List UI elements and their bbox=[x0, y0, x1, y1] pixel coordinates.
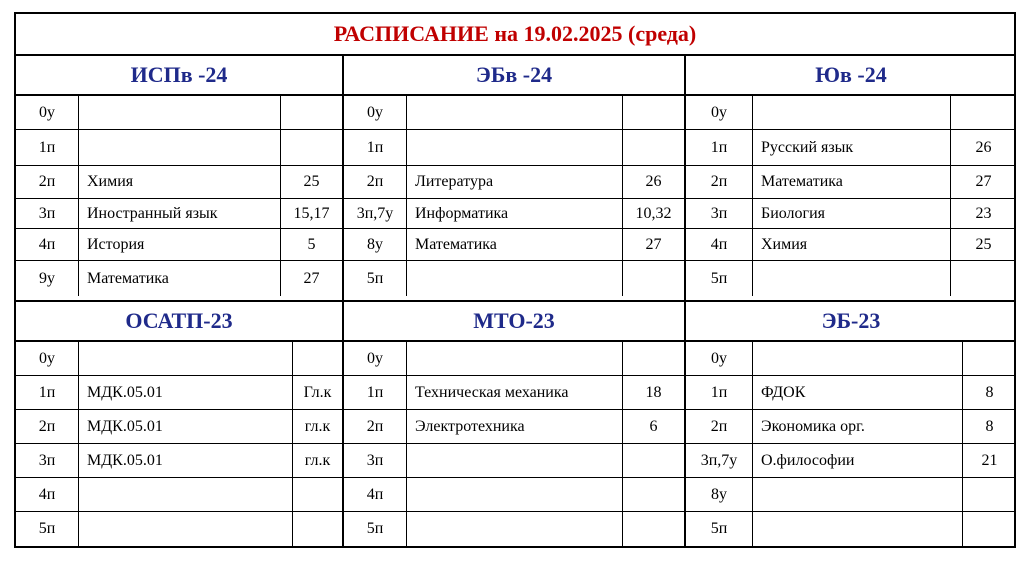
schedule-row bbox=[686, 410, 1016, 444]
lesson-slot: 8у bbox=[367, 235, 383, 253]
group-name: ОСАТП-23 bbox=[16, 302, 342, 342]
schedule-row bbox=[344, 444, 684, 478]
lesson-slot: 5п bbox=[366, 520, 384, 537]
lesson-room: 6 bbox=[622, 410, 684, 443]
lesson-room: 18 bbox=[622, 376, 684, 409]
group-column bbox=[342, 302, 684, 546]
lesson-subject: Иностранный язык bbox=[78, 199, 280, 228]
lesson-subject bbox=[406, 96, 622, 129]
schedule-row bbox=[686, 342, 1016, 376]
lesson-slot: 0у bbox=[39, 349, 55, 367]
lesson-subject bbox=[406, 478, 622, 511]
lesson-room bbox=[950, 261, 1016, 296]
lesson-subject bbox=[752, 478, 962, 511]
schedule-row bbox=[344, 512, 684, 546]
lesson-subject: Математика bbox=[78, 261, 280, 296]
lesson-slot: 2п bbox=[38, 173, 56, 190]
lesson-room bbox=[622, 444, 684, 477]
schedule-row bbox=[16, 130, 342, 166]
lesson-subject bbox=[78, 96, 280, 129]
lesson-room bbox=[622, 512, 684, 546]
lesson-slot: 1п bbox=[38, 138, 56, 156]
lesson-subject bbox=[406, 342, 622, 375]
schedule-row bbox=[16, 342, 342, 376]
lesson-subject bbox=[752, 96, 950, 129]
lesson-slot: 4п bbox=[366, 485, 384, 503]
lesson-slot: 0у bbox=[367, 103, 383, 121]
lesson-subject bbox=[406, 512, 622, 546]
schedule-row bbox=[344, 342, 684, 376]
lesson-slot: 4п bbox=[710, 235, 728, 253]
lesson-slot: 0у bbox=[39, 103, 55, 121]
schedule-row bbox=[344, 166, 684, 199]
group-name: Юв -24 bbox=[686, 56, 1016, 96]
schedule-row bbox=[344, 229, 684, 261]
schedule-row bbox=[686, 444, 1016, 478]
schedule-row bbox=[686, 96, 1016, 130]
lesson-slot: 9у bbox=[39, 269, 55, 287]
lesson-subject: Химия bbox=[752, 229, 950, 260]
lesson-subject: Техническая механика bbox=[406, 376, 622, 409]
group-name: ЭБ-23 bbox=[686, 302, 1016, 342]
lesson-subject: ФДОК bbox=[752, 376, 962, 409]
group-column bbox=[684, 56, 1016, 300]
lesson-subject bbox=[752, 261, 950, 296]
lesson-slot: 5п bbox=[710, 520, 728, 537]
lesson-room bbox=[292, 342, 342, 375]
lesson-slot: 2п bbox=[710, 173, 728, 190]
lesson-subject bbox=[78, 478, 292, 511]
lesson-room bbox=[280, 96, 342, 129]
group-column bbox=[16, 302, 342, 546]
group-name: ЭБв -24 bbox=[344, 56, 684, 96]
lesson-slot: 5п bbox=[366, 269, 384, 287]
lesson-room: 27 bbox=[622, 229, 684, 260]
lesson-slot: 3п,7у bbox=[700, 451, 738, 469]
lesson-slot: 1п bbox=[710, 138, 728, 156]
lesson-slot: 3п bbox=[38, 204, 56, 222]
lesson-subject: Математика bbox=[752, 166, 950, 198]
lesson-subject bbox=[78, 342, 292, 375]
lesson-subject: МДК.05.01 bbox=[78, 376, 292, 409]
lesson-room bbox=[292, 478, 342, 511]
schedule-row bbox=[686, 166, 1016, 199]
schedule-row bbox=[16, 166, 342, 199]
lesson-room: 25 bbox=[280, 166, 342, 198]
lesson-subject: Математика bbox=[406, 229, 622, 260]
lesson-slot: 4п bbox=[38, 485, 56, 503]
lesson-slot: 3п bbox=[710, 204, 728, 222]
schedule-row bbox=[16, 96, 342, 130]
lesson-slot: 1п bbox=[38, 383, 56, 401]
lesson-room bbox=[962, 342, 1016, 375]
lesson-subject: МДК.05.01 bbox=[78, 444, 292, 477]
lesson-slot: 4п bbox=[38, 235, 56, 253]
lesson-room: 26 bbox=[950, 130, 1016, 165]
schedule-row bbox=[686, 229, 1016, 261]
lesson-room: 5 bbox=[280, 229, 342, 260]
schedule-row bbox=[686, 261, 1016, 296]
lesson-room bbox=[622, 130, 684, 165]
lesson-subject bbox=[406, 261, 622, 296]
group-column bbox=[342, 56, 684, 300]
schedule-row bbox=[16, 229, 342, 261]
lesson-subject bbox=[78, 130, 280, 165]
lesson-slot: 5п bbox=[38, 520, 56, 537]
lesson-room: 21 bbox=[962, 444, 1016, 477]
lesson-subject: Биология bbox=[752, 199, 950, 228]
lesson-room: 23 bbox=[950, 199, 1016, 228]
lesson-room: 15,17 bbox=[280, 199, 342, 228]
lesson-subject: Электротехника bbox=[406, 410, 622, 443]
lesson-subject: МДК.05.01 bbox=[78, 410, 292, 443]
schedule-row bbox=[686, 130, 1016, 166]
lesson-room bbox=[622, 478, 684, 511]
lesson-room: 10,32 bbox=[622, 199, 684, 228]
lesson-subject bbox=[406, 130, 622, 165]
lesson-subject: Экономика орг. bbox=[752, 410, 962, 443]
lesson-subject: Литература bbox=[406, 166, 622, 198]
schedule-row bbox=[686, 376, 1016, 410]
schedule-table bbox=[14, 12, 1016, 548]
schedule-row bbox=[16, 512, 342, 546]
group-name: ИСПв -24 bbox=[16, 56, 342, 96]
lesson-room bbox=[962, 512, 1016, 546]
schedule-row bbox=[686, 478, 1016, 512]
lesson-subject bbox=[78, 512, 292, 546]
lesson-slot: 2п bbox=[366, 417, 384, 435]
lesson-slot: 3п,7у bbox=[356, 204, 394, 222]
lesson-room: Гл.к bbox=[292, 376, 342, 409]
bottom-section bbox=[16, 302, 1014, 546]
lesson-subject: Русский язык bbox=[752, 130, 950, 165]
schedule-row bbox=[16, 199, 342, 229]
lesson-room: 8 bbox=[962, 410, 1016, 443]
schedule-row bbox=[16, 410, 342, 444]
schedule-row bbox=[16, 478, 342, 512]
lesson-subject: О.философии bbox=[752, 444, 962, 477]
lesson-subject: Химия bbox=[78, 166, 280, 198]
lesson-room bbox=[622, 342, 684, 375]
schedule-row bbox=[344, 410, 684, 444]
lesson-room: 26 bbox=[622, 166, 684, 198]
lesson-slot: 3п bbox=[366, 451, 384, 469]
lesson-room: 8 bbox=[962, 376, 1016, 409]
schedule-row bbox=[344, 96, 684, 130]
schedule-row bbox=[344, 478, 684, 512]
schedule-row bbox=[686, 199, 1016, 229]
lesson-slot: 0у bbox=[711, 349, 727, 367]
lesson-subject: История bbox=[78, 229, 280, 260]
schedule-row bbox=[344, 376, 684, 410]
lesson-room: гл.к bbox=[292, 444, 342, 477]
lesson-slot: 1п bbox=[366, 383, 384, 401]
lesson-subject bbox=[752, 342, 962, 375]
lesson-slot: 8у bbox=[711, 485, 727, 503]
lesson-slot: 2п bbox=[38, 417, 56, 435]
group-column bbox=[16, 56, 342, 300]
lesson-slot: 1п bbox=[366, 138, 384, 156]
lesson-room bbox=[292, 512, 342, 546]
lesson-slot: 3п bbox=[38, 451, 56, 469]
schedule-row bbox=[344, 199, 684, 229]
lesson-subject bbox=[406, 444, 622, 477]
schedule-row bbox=[16, 261, 342, 296]
schedule-row bbox=[344, 261, 684, 296]
top-section bbox=[16, 56, 1014, 300]
group-column bbox=[684, 302, 1016, 546]
schedule-row bbox=[16, 444, 342, 478]
lesson-room bbox=[622, 261, 684, 296]
lesson-slot: 2п bbox=[366, 173, 384, 190]
lesson-room bbox=[962, 478, 1016, 511]
schedule-row bbox=[344, 130, 684, 166]
lesson-room bbox=[280, 130, 342, 165]
lesson-room: 25 bbox=[950, 229, 1016, 260]
lesson-slot: 0у bbox=[711, 103, 727, 121]
schedule-row bbox=[686, 512, 1016, 546]
lesson-subject: Информатика bbox=[406, 199, 622, 228]
lesson-slot: 5п bbox=[710, 269, 728, 287]
lesson-slot: 0у bbox=[367, 349, 383, 367]
lesson-slot: 2п bbox=[710, 417, 728, 435]
group-name: МТО-23 bbox=[344, 302, 684, 342]
lesson-room: гл.к bbox=[292, 410, 342, 443]
schedule-title: РАСПИСАНИЕ на 19.02.2025 (среда) bbox=[16, 14, 1014, 56]
lesson-room bbox=[622, 96, 684, 129]
lesson-room: 27 bbox=[280, 261, 342, 296]
lesson-room bbox=[950, 96, 1016, 129]
lesson-subject bbox=[752, 512, 962, 546]
schedule-row bbox=[16, 376, 342, 410]
lesson-room: 27 bbox=[950, 166, 1016, 198]
lesson-slot: 1п bbox=[710, 383, 728, 401]
